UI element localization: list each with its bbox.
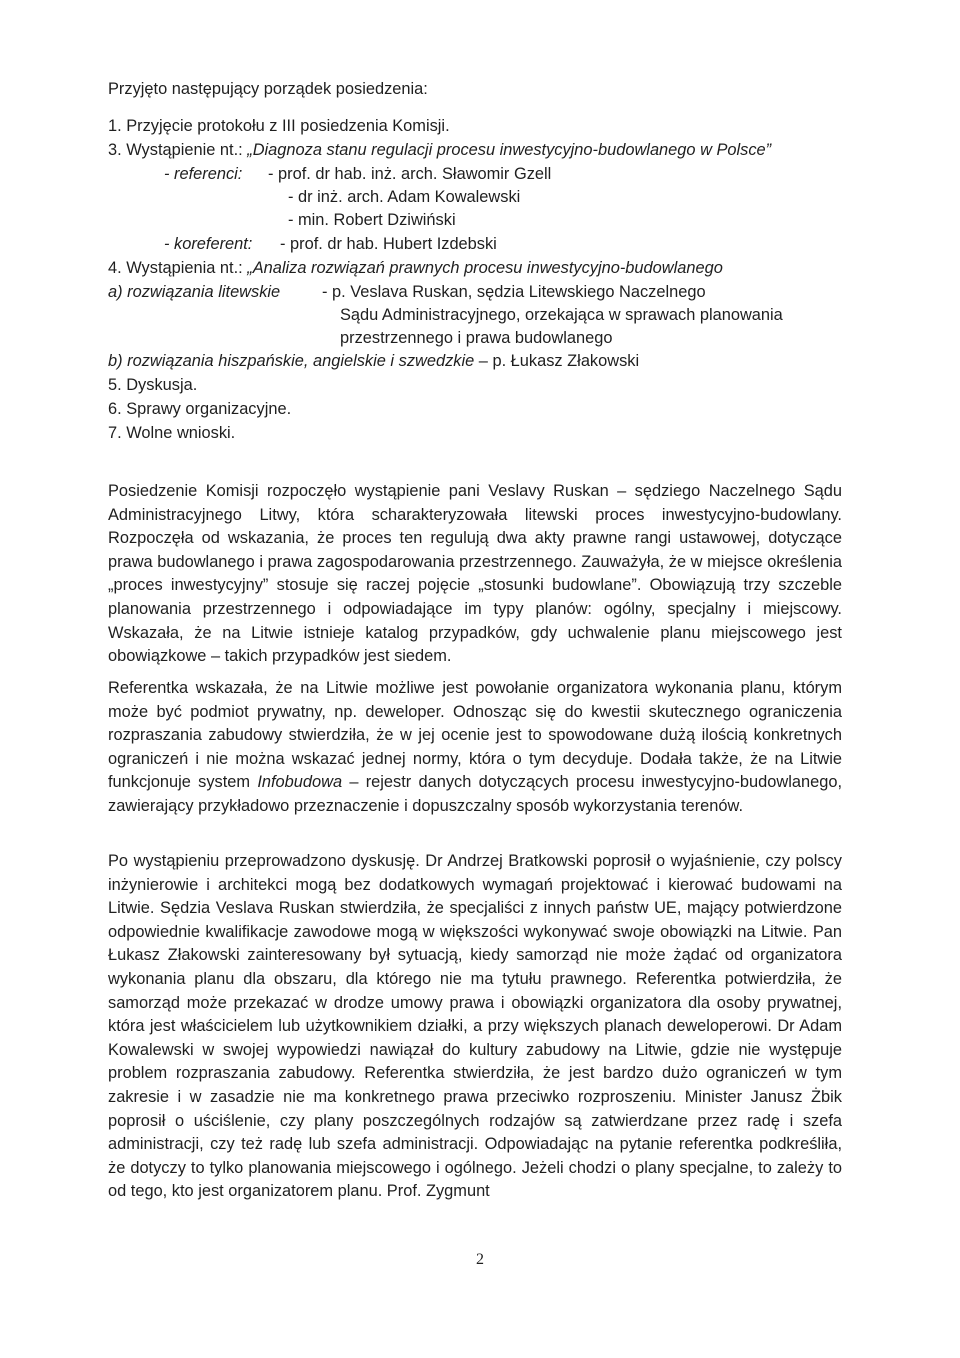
referenci-label: - referenci: bbox=[164, 165, 243, 183]
page-number: 2 bbox=[476, 1251, 484, 1268]
agenda-item-1: 1. Przyjęcie protokołu z III posiedzenia Komisji. bbox=[108, 117, 450, 135]
koreferent-label: - koreferent: bbox=[164, 235, 253, 253]
paragraph-2 bbox=[108, 677, 842, 819]
agenda-item-4-title: „Analiza rozwiązań prawnych procesu inwestycyjno-budowlanego bbox=[247, 259, 723, 277]
agenda-item-3-title: „Diagnoza stanu regulacji procesu inwestycyjno-budowlanego w Polsce” bbox=[247, 141, 772, 159]
paragraph-3: Po wystąpieniu przeprowadzono dyskusję. Dr Andrzej Bratkowski poprosił o wyjaśnienie, czy polscy inżynierowie i architekci mogą bez dodatkowych wymagań projektować i kierować budowami na Litwie. Sędzia Veslava Ruskan stwierdziła, że specjaliści z innych państw UE, mający potwierdzone odpowiednie kwalifikacje zawodowe mogą w większości wykonywać swoje obowiązki na Litwie. Pan Łukasz Złakowski zainteresowany był sytuacją, kiedy samorząd nie może żądać od organizatora wykonania planu dla obszaru, dla którego nie ma tytułu prawnego. Referentka potwierdziła, że samorząd może przekazać w drodze umowy prawa i obowiązki organizatora dla osoby prywatnej, która jest właścicielem lub użytkownikiem działki, a przy większych planach deweloperowi. Dr Adam Kowalewski w swojej wypowiedzi nawiązał do kultury zabudowy na Litwie, gdzie nie występuje problem rozpraszania zabudowy. Referentka stwierdziła, że jest bardzo dużo ograniczeń w tym zakresie i w zasadzie nie ma konkretnego prawa przeciwko rozproszeniu. Minister Janusz Żbik poprosił o uściślenie, czy plany poszczególnych rodzajów są zatwierdzane przez radę i szefa administracji, czy też radę lub szefa administracji. Odpowiadając na pytanie referentka podkreśliła, że dotyczy to tylko planowania miejscowego i ogólnego. Jeżeli chodzi o plany specjalne, to zależy to od tego, kto jest organizatorem planu. Prof. Zygmunt bbox=[108, 852, 842, 1201]
agenda-item-4a-speaker-line-1: - p. Veslava Ruskan, sędzia Litewskiego Naczelnego bbox=[322, 283, 706, 301]
agenda-item-7: 7. Wolne wnioski. bbox=[108, 424, 236, 442]
agenda-item-4a-speaker-line-3: przestrzennego i prawa budowlanego bbox=[340, 329, 613, 347]
referent-1: - prof. dr hab. inż. arch. Sławomir Gzell bbox=[268, 165, 552, 183]
agenda-item-6: 6. Sprawy organizacyjne. bbox=[108, 400, 292, 418]
paragraph-2-text-b: – rejestr danych dotyczących procesu inwestycyjno-budowlanego, zawierający przykładowo przeznaczenie i dopuszczalny sposób wykorzystania terenów. bbox=[108, 773, 842, 815]
paragraph-2-text-a: Referentka wskazała, że na Litwie możliwe jest powołanie organizatora wykonania planu, którym może być podmiot prywatny, np. deweloper. Odnosząc się do kwestii skutecznego ograniczenia rozpraszania zabudowy stwierdziła, że w jej ocenie jest to spowodowane dużą ilością konkretnych ograniczeń i nie można wskazać jednej normy, która o tym decyduje. Dodała także, że na Litwie funkcjonuje system bbox=[108, 679, 842, 792]
paragraph-1: Posiedzenie Komisji rozpoczęło wystąpienie pani Veslavy Ruskan – sędziego Naczelnego Sądu Administracyjnego Litwy, która scharakteryzowała litewski proces inwestycyjno-budowlany. Rozpoczęła od wskazania, że proces ten regulują dwa akty prawne rangi ustawowej, dotyczące prawa budowlanego i prawa zagospodarowania przestrzennego. Zauważyła, że w miejsce określenia „proces inwestycyjny” stosuje się raczej pojęcie „stosunki budowlane”. Obowiązują trzy szczeble planowania przestrzennego i odpowiadające im typy planów: ogólny, specjalny i miejscowy. Wskazała, że na Litwie istnieje katalog przypadków, gdy uchwalenie planu miejscowego jest obowiązkowe – takich przypadków jest siedem. bbox=[108, 482, 842, 666]
agenda-item-4b-label: b) rozwiązania hiszpańskie, angielskie i szwedzkie bbox=[108, 352, 475, 370]
referent-3: - min. Robert Dziwiński bbox=[288, 211, 456, 229]
agenda-item-4 bbox=[108, 257, 723, 280]
agenda-item-4-prefix: 4. Wystąpienia nt.: bbox=[108, 259, 248, 277]
agenda-item-4a-label: a) rozwiązania litewskie bbox=[108, 283, 281, 301]
agenda-item-4b-speaker: – p. Łukasz Złakowski bbox=[474, 352, 640, 370]
agenda-heading: Przyjęto następujący porządek posiedzenia: bbox=[108, 80, 428, 98]
agenda-item-4a-speaker-line-2: Sądu Administracyjnego, orzekająca w sprawach planowania bbox=[340, 306, 783, 324]
koreferent-1: - prof. dr hab. Hubert Izdebski bbox=[280, 235, 497, 253]
agenda-item-5: 5. Dyskusja. bbox=[108, 376, 198, 394]
paragraph-2-system-name: Infobudowa bbox=[257, 773, 343, 792]
agenda-item-3-prefix: 3. Wystąpienie nt.: bbox=[108, 141, 248, 159]
agenda-item-4b bbox=[108, 350, 639, 373]
agenda-item-3 bbox=[108, 139, 771, 162]
referent-2: - dr inż. arch. Adam Kowalewski bbox=[288, 188, 521, 206]
